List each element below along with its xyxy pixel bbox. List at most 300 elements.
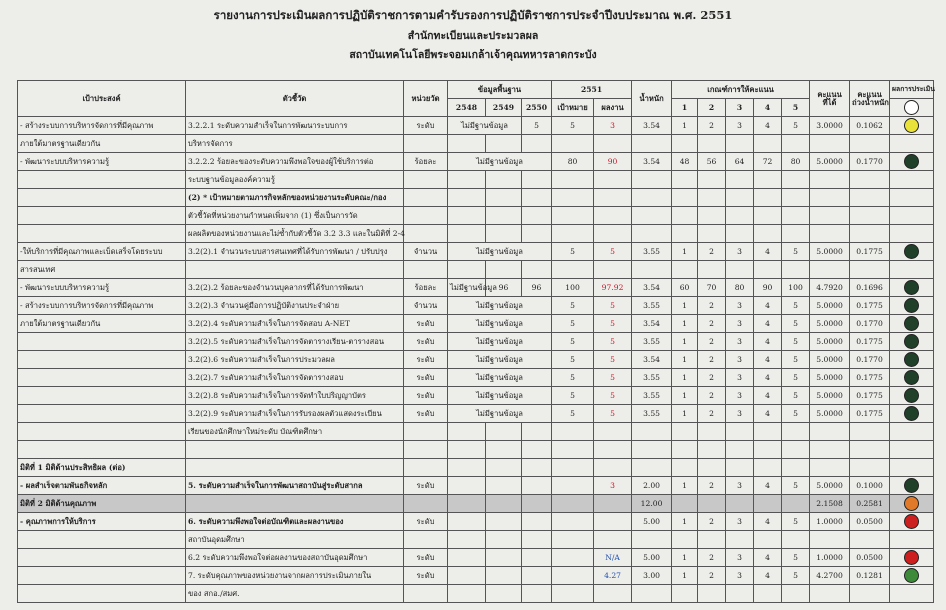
criteria-4-cell: 4 — [754, 315, 782, 333]
criteria-5-cell: 5 — [782, 387, 810, 405]
criteria-2-cell: 2 — [698, 477, 726, 495]
weighted-score-cell: 0.1775 — [850, 405, 890, 423]
criteria-1-cell — [672, 585, 698, 603]
score-cell — [810, 531, 850, 549]
header-criteria-2: 2 — [698, 99, 726, 117]
criteria-1-cell: 1 — [672, 333, 698, 351]
baseline-cell: ไม่มีฐานข้อมูล — [448, 153, 552, 171]
baseline-2549-cell — [486, 585, 522, 603]
weighted-score-cell: 0.1775 — [850, 333, 890, 351]
status-dot-dark-green — [904, 352, 919, 367]
target-cell: 5 — [552, 243, 594, 261]
baseline-2549-cell — [486, 567, 522, 585]
target-cell — [552, 567, 594, 585]
criteria-1-cell — [672, 495, 698, 513]
indicator-cell: 3.2.2.2 ร้อยละของระดับความพึงพอใจของผู้ใช้บริการต่อ — [186, 153, 404, 171]
baseline-2548-cell — [448, 171, 486, 189]
result-cell: 5 — [594, 405, 632, 423]
baseline-2549-cell — [486, 549, 522, 567]
criteria-5-cell: 5 — [782, 549, 810, 567]
unit-cell — [404, 207, 448, 225]
criteria-1-cell: 1 — [672, 117, 698, 135]
status-dot-green — [904, 568, 919, 583]
criteria-1-cell: 1 — [672, 351, 698, 369]
result-cell — [594, 423, 632, 441]
indicator-cell: 3.2(2).9 ระดับความสำเร็จในการรับรองผลตัวแสดงระเบียน — [186, 405, 404, 423]
criteria-2-cell — [698, 225, 726, 243]
result-cell: 3 — [594, 477, 632, 495]
goal-cell — [18, 225, 186, 243]
table-row — [18, 567, 934, 585]
table-row — [18, 135, 934, 153]
baseline-cell: ไม่มีฐานข้อมูล — [448, 369, 552, 387]
criteria-5-cell: 5 — [782, 477, 810, 495]
criteria-3-cell — [726, 261, 754, 279]
baseline-cell: ไม่มีฐานข้อมูล — [448, 315, 552, 333]
status-dot-dark-green — [904, 244, 919, 259]
criteria-1-cell — [672, 261, 698, 279]
criteria-1-cell: 1 — [672, 513, 698, 531]
criteria-2-cell: 2 — [698, 369, 726, 387]
header-baseline: ข้อมูลพื้นฐาน — [448, 81, 552, 99]
criteria-2-cell: 56 — [698, 153, 726, 171]
weight-cell: 12.00 — [632, 495, 672, 513]
goal-cell: ภายใต้มาตรฐานเดียวกัน — [18, 315, 186, 333]
baseline-2550-cell — [522, 135, 552, 153]
table-row — [18, 243, 934, 261]
weighted-score-cell: 0.1770 — [850, 351, 890, 369]
weight-cell: 3.54 — [632, 315, 672, 333]
baseline-cell: ไม่มีฐานข้อมูล — [448, 405, 552, 423]
criteria-2-cell: 2 — [698, 117, 726, 135]
criteria-3-cell — [726, 459, 754, 477]
criteria-3-cell: 3 — [726, 297, 754, 315]
criteria-3-cell — [726, 225, 754, 243]
assessment-cell — [890, 207, 934, 225]
baseline-2548-cell — [448, 423, 486, 441]
criteria-3-cell: 3 — [726, 369, 754, 387]
indicator-cell: เรียนของนักศึกษาใหม่ระดับ บัณฑิตศึกษา — [186, 423, 404, 441]
header-criteria-4: 4 — [754, 99, 782, 117]
baseline-2550-cell — [522, 441, 552, 459]
weight-cell: 3.54 — [632, 153, 672, 171]
criteria-2-cell — [698, 189, 726, 207]
target-cell: 5 — [552, 387, 594, 405]
goal-cell: - สร้างระบบการบริหารจัดการที่มีคุณภาพ — [18, 117, 186, 135]
weight-cell — [632, 261, 672, 279]
criteria-5-cell: 5 — [782, 369, 810, 387]
baseline-2548-cell — [448, 207, 486, 225]
result-cell — [594, 171, 632, 189]
criteria-2-cell — [698, 261, 726, 279]
criteria-5-cell — [782, 441, 810, 459]
header-result: ผลงาน — [594, 99, 632, 117]
score-cell — [810, 225, 850, 243]
criteria-4-cell — [754, 585, 782, 603]
status-dot-dark-green — [904, 406, 919, 421]
weight-cell — [632, 207, 672, 225]
weight-cell: 5.00 — [632, 513, 672, 531]
target-cell: 100 — [552, 279, 594, 297]
baseline-2550-cell: 96 — [522, 279, 552, 297]
baseline-2548-cell — [448, 549, 486, 567]
indicator-cell: 3.2(2).6 ระดับความสำเร็จในการประมวลผล — [186, 351, 404, 369]
table-row — [18, 315, 934, 333]
target-cell: 5 — [552, 297, 594, 315]
baseline-2549-cell — [486, 189, 522, 207]
target-cell: 5 — [552, 333, 594, 351]
result-cell: 5 — [594, 315, 632, 333]
unit-cell: จำนวน — [404, 297, 448, 315]
indicator-cell: ตัวชี้วัดที่หน่วยงานกำหนดเพิ่มจาก (1) ซึ่งเป็นการวัด — [186, 207, 404, 225]
baseline-2549-cell — [486, 261, 522, 279]
result-cell: 90 — [594, 153, 632, 171]
baseline-2550-cell — [522, 513, 552, 531]
goal-cell: - พัฒนาระบบบริหารความรู้ — [18, 279, 186, 297]
table-row — [18, 387, 934, 405]
criteria-2-cell: 2 — [698, 297, 726, 315]
criteria-4-cell — [754, 225, 782, 243]
criteria-4-cell — [754, 495, 782, 513]
assessment-cell — [890, 153, 934, 171]
table-row — [18, 225, 934, 243]
indicator-cell: 3.2(2).1 จำนวนระบบสารสนเทศที่ได้รับการพัฒนา / ปรับปรุง — [186, 243, 404, 261]
weighted-score-cell — [850, 531, 890, 549]
criteria-2-cell — [698, 135, 726, 153]
weighted-score-cell: 0.2581 — [850, 495, 890, 513]
legend-white-dot-cell — [890, 99, 934, 117]
unit-cell — [404, 423, 448, 441]
baseline-2548-cell — [448, 477, 486, 495]
result-cell — [594, 207, 632, 225]
assessment-table — [17, 80, 934, 603]
table-row — [18, 549, 934, 567]
criteria-3-cell — [726, 531, 754, 549]
criteria-3-cell — [726, 423, 754, 441]
baseline-2550-cell — [522, 477, 552, 495]
result-cell — [594, 135, 632, 153]
result-cell: 5 — [594, 369, 632, 387]
unit-cell — [404, 135, 448, 153]
indicator-cell: ระบบฐานข้อมูลองค์ความรู้ — [186, 171, 404, 189]
goal-cell — [18, 189, 186, 207]
table-row — [18, 207, 934, 225]
target-cell — [552, 585, 594, 603]
criteria-2-cell: 2 — [698, 333, 726, 351]
result-cell — [594, 531, 632, 549]
status-dot-dark-green — [904, 316, 919, 331]
unit-cell — [404, 441, 448, 459]
criteria-2-cell: 2 — [698, 243, 726, 261]
baseline-cell: ไม่มีฐานข้อมูล — [448, 297, 552, 315]
criteria-3-cell — [726, 495, 754, 513]
score-cell: 5.0000 — [810, 153, 850, 171]
table-row — [18, 459, 934, 477]
assessment-cell — [890, 513, 934, 531]
table-row — [18, 441, 934, 459]
table-row — [18, 513, 934, 531]
criteria-3-cell — [726, 135, 754, 153]
target-cell — [552, 459, 594, 477]
assessment-cell — [890, 117, 934, 135]
criteria-3-cell — [726, 585, 754, 603]
criteria-1-cell: 48 — [672, 153, 698, 171]
goal-cell: -ให้บริการที่มีคุณภาพและเบ็ดเสร็จโดยระบบ — [18, 243, 186, 261]
criteria-1-cell: 1 — [672, 243, 698, 261]
unit-cell — [404, 171, 448, 189]
header-target: เป้าหมาย — [552, 99, 594, 117]
unit-cell — [404, 459, 448, 477]
criteria-4-cell — [754, 459, 782, 477]
weighted-score-cell — [850, 225, 890, 243]
goal-cell — [18, 171, 186, 189]
criteria-4-cell: 4 — [754, 405, 782, 423]
criteria-2-cell — [698, 441, 726, 459]
goal-cell: มิติที่ 2 มิติด้านคุณภาพ — [18, 495, 186, 513]
weight-cell — [632, 135, 672, 153]
header-criteria: เกณฑ์การให้คะแนน — [672, 81, 810, 99]
indicator-cell: 3.2(2).8 ระดับความสำเร็จในการจัดทำใบปริญญาบัตร — [186, 387, 404, 405]
assessment-cell — [890, 351, 934, 369]
criteria-5-cell: 5 — [782, 243, 810, 261]
goal-cell — [18, 531, 186, 549]
header-2549: 2549 — [486, 99, 522, 117]
table-row — [18, 369, 934, 387]
weighted-score-cell: 0.0500 — [850, 513, 890, 531]
assessment-cell — [890, 297, 934, 315]
unit-cell — [404, 225, 448, 243]
unit-cell: ระดับ — [404, 567, 448, 585]
score-cell — [810, 441, 850, 459]
header-assessment: ผลการประเมิน — [890, 81, 934, 99]
criteria-5-cell: 5 — [782, 117, 810, 135]
baseline-2548-cell — [448, 567, 486, 585]
criteria-5-cell: 5 — [782, 315, 810, 333]
target-cell — [552, 423, 594, 441]
weighted-score-cell — [850, 135, 890, 153]
baseline-cell: ไม่มีฐานข้อมูล — [448, 117, 522, 135]
goal-cell — [18, 549, 186, 567]
unit-cell — [404, 261, 448, 279]
status-dot-dark-green — [904, 388, 919, 403]
baseline-cell: ไม่มีฐานข้อมูล — [448, 387, 552, 405]
header-score-sub: ที่ได้ — [822, 97, 837, 107]
weight-cell: 5.00 — [632, 549, 672, 567]
unit-cell: จำนวน — [404, 243, 448, 261]
indicator-cell: สถาบันอุดมศึกษา — [186, 531, 404, 549]
status-dot-orange — [904, 496, 919, 511]
legend-white-dot — [904, 100, 919, 115]
header-weighted-score — [850, 81, 890, 117]
assessment-cell — [890, 333, 934, 351]
weight-cell: 3.55 — [632, 387, 672, 405]
baseline-2548-cell — [448, 495, 486, 513]
criteria-2-cell — [698, 459, 726, 477]
target-cell: 5 — [552, 117, 594, 135]
goal-cell — [18, 369, 186, 387]
indicator-cell — [186, 441, 404, 459]
criteria-5-cell: 80 — [782, 153, 810, 171]
header-2548: 2548 — [448, 99, 486, 117]
weighted-score-cell: 0.1696 — [850, 279, 890, 297]
criteria-2-cell: 2 — [698, 549, 726, 567]
status-dot-dark-green — [904, 334, 919, 349]
goal-cell — [18, 441, 186, 459]
weighted-score-cell: 0.1775 — [850, 369, 890, 387]
table-row — [18, 189, 934, 207]
result-cell — [594, 513, 632, 531]
unit-cell: ระดับ — [404, 513, 448, 531]
baseline-2550-cell — [522, 567, 552, 585]
criteria-3-cell: 3 — [726, 549, 754, 567]
header-weight: น้ำหนัก — [632, 81, 672, 117]
score-cell — [810, 261, 850, 279]
target-cell: 5 — [552, 405, 594, 423]
criteria-5-cell — [782, 459, 810, 477]
goal-cell — [18, 405, 186, 423]
baseline-cell: ไม่มีฐานข้อมูล — [448, 351, 552, 369]
header-criteria-1: 1 — [672, 99, 698, 117]
weighted-score-cell — [850, 171, 890, 189]
baseline-2548-cell — [448, 513, 486, 531]
criteria-2-cell — [698, 585, 726, 603]
criteria-3-cell — [726, 171, 754, 189]
criteria-3-cell: 3 — [726, 243, 754, 261]
weighted-score-cell: 0.1775 — [850, 297, 890, 315]
score-cell: 3.0000 — [810, 117, 850, 135]
weight-cell — [632, 531, 672, 549]
target-cell — [552, 225, 594, 243]
criteria-2-cell — [698, 207, 726, 225]
table-row — [18, 261, 934, 279]
criteria-5-cell — [782, 171, 810, 189]
baseline-2550-cell — [522, 225, 552, 243]
assessment-cell — [890, 495, 934, 513]
result-cell: 5 — [594, 387, 632, 405]
baseline-2550-cell — [522, 549, 552, 567]
assessment-cell — [890, 459, 934, 477]
baseline-2550-cell: 5 — [522, 117, 552, 135]
criteria-1-cell — [672, 423, 698, 441]
baseline-2549-cell — [486, 225, 522, 243]
table-row — [18, 405, 934, 423]
baseline-2548-cell — [448, 585, 486, 603]
assessment-cell — [890, 423, 934, 441]
status-dot-dark-green — [904, 298, 919, 313]
score-cell — [810, 189, 850, 207]
target-cell — [552, 531, 594, 549]
baseline-2550-cell — [522, 261, 552, 279]
criteria-1-cell — [672, 171, 698, 189]
assessment-cell — [890, 243, 934, 261]
report-subtitle-institute: สถาบันเทคโนโลยีพระจอมเกล้าเจ้าคุณทหารลาดกระบัง — [349, 49, 597, 61]
unit-cell: ระดับ — [404, 333, 448, 351]
status-dot-dark-green — [904, 154, 919, 169]
unit-cell: ระดับ — [404, 405, 448, 423]
criteria-4-cell — [754, 441, 782, 459]
criteria-4-cell: 4 — [754, 477, 782, 495]
criteria-2-cell: 2 — [698, 513, 726, 531]
criteria-5-cell: 5 — [782, 567, 810, 585]
baseline-2550-cell — [522, 171, 552, 189]
goal-cell: - พัฒนาระบบบริหารความรู้ — [18, 153, 186, 171]
criteria-5-cell — [782, 135, 810, 153]
criteria-4-cell: 4 — [754, 513, 782, 531]
assessment-cell — [890, 369, 934, 387]
weight-cell: 3.55 — [632, 243, 672, 261]
criteria-5-cell: 100 — [782, 279, 810, 297]
weighted-score-cell: 0.1000 — [850, 477, 890, 495]
result-cell: 3 — [594, 117, 632, 135]
goal-cell: - ผลสำเร็จตามพันธกิจหลัก — [18, 477, 186, 495]
indicator-cell: 3.2(2).4 ระดับความสำเร็จในการจัดสอบ A-NET — [186, 315, 404, 333]
criteria-4-cell — [754, 261, 782, 279]
criteria-1-cell: 1 — [672, 567, 698, 585]
criteria-3-cell — [726, 441, 754, 459]
criteria-3-cell: 80 — [726, 279, 754, 297]
weight-cell — [632, 171, 672, 189]
goal-cell: ภายใต้มาตรฐานเดียวกัน — [18, 135, 186, 153]
score-cell: 1.0000 — [810, 513, 850, 531]
target-cell — [552, 441, 594, 459]
unit-cell — [404, 495, 448, 513]
criteria-5-cell: 5 — [782, 297, 810, 315]
criteria-1-cell: 60 — [672, 279, 698, 297]
criteria-5-cell: 5 — [782, 513, 810, 531]
weight-cell — [632, 441, 672, 459]
unit-cell: ระดับ — [404, 387, 448, 405]
indicator-cell: 3.2(2).7 ระดับความสำเร็จในการจัดตารางสอบ — [186, 369, 404, 387]
target-cell — [552, 513, 594, 531]
indicator-cell: 3.2.2.1 ระดับความสำเร็จในการพัฒนาระบบการ — [186, 117, 404, 135]
indicator-cell: 6.2 ระดับความพึงพอใจต่อผลงานของสถาบันอุดมศึกษา — [186, 549, 404, 567]
goal-cell: มิติที่ 1 มิติด้านประสิทธิผล (ต่อ) — [18, 459, 186, 477]
baseline-2549-cell — [486, 423, 522, 441]
target-cell — [552, 549, 594, 567]
criteria-1-cell: 1 — [672, 315, 698, 333]
target-cell: 80 — [552, 153, 594, 171]
baseline-cell: ไม่มีฐานข้อมูล — [448, 243, 552, 261]
criteria-3-cell — [726, 207, 754, 225]
criteria-3-cell: 3 — [726, 477, 754, 495]
baseline-2549-cell — [486, 441, 522, 459]
header-criteria-5: 5 — [782, 99, 810, 117]
baseline-2550-cell — [522, 189, 552, 207]
result-cell — [594, 441, 632, 459]
target-cell: 5 — [552, 351, 594, 369]
criteria-1-cell — [672, 459, 698, 477]
weighted-score-cell — [850, 441, 890, 459]
assessment-cell — [890, 135, 934, 153]
target-cell — [552, 189, 594, 207]
header-2550: 2550 — [522, 99, 552, 117]
criteria-4-cell — [754, 531, 782, 549]
criteria-1-cell: 1 — [672, 549, 698, 567]
criteria-1-cell — [672, 135, 698, 153]
baseline-2550-cell — [522, 531, 552, 549]
status-dot-dark-green — [904, 478, 919, 493]
unit-cell: ระดับ — [404, 369, 448, 387]
weight-cell: 2.00 — [632, 477, 672, 495]
status-dot-yellow — [904, 118, 919, 133]
target-cell — [552, 495, 594, 513]
baseline-2548-cell — [448, 135, 486, 153]
weight-cell — [632, 189, 672, 207]
result-cell: 5 — [594, 297, 632, 315]
header-score — [810, 81, 850, 117]
criteria-5-cell: 5 — [782, 405, 810, 423]
weighted-score-cell — [850, 585, 890, 603]
